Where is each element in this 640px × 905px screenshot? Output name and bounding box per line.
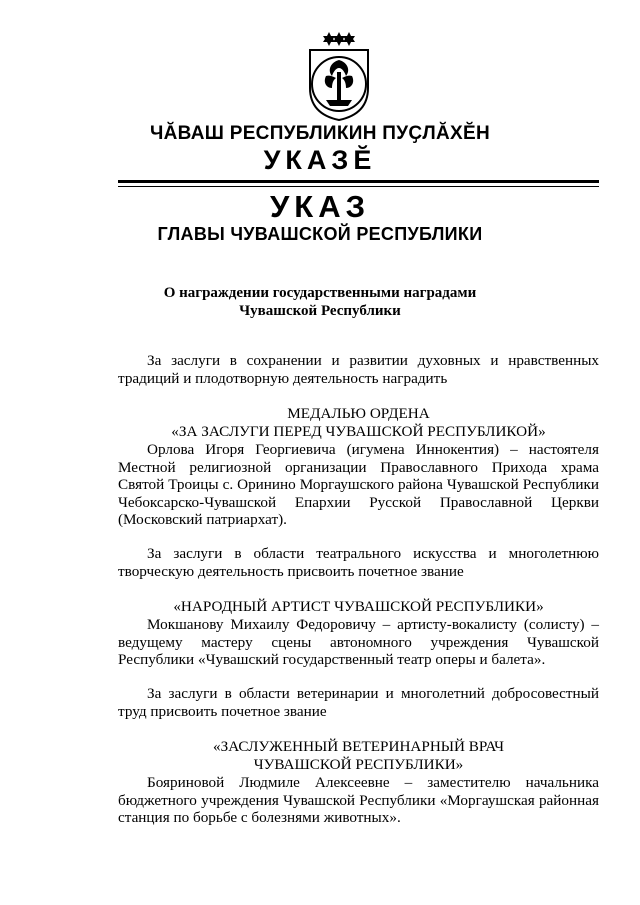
section-intro: За заслуги в области театрального искусства и многолетнюю творческую деятельность присвоить почетное звание xyxy=(118,545,599,580)
section-intro: За заслуги в сохранении и развитии духовных и нравственных традиций и плодотворную деятельность наградить xyxy=(118,352,599,387)
subject-line: Чувашской Республики xyxy=(239,303,401,319)
chuvash-ukaze-title: УКАЗӖ xyxy=(263,145,377,175)
award-title xyxy=(118,598,599,616)
recipient-paragraph: Орлова Игоря Георгиевича (игумена Иннокентия) – настоятеля Местной религиозной организации Православного Прихода храма Святой Троицы с. Оринино Моргаушского района Чувашской Республики Чебоксарско-Чувашской Епархии Русской Православной Церкви (Московский патриархат). xyxy=(118,441,599,529)
award-line: ЧУВАШСКОЙ РЕСПУБЛИКИ» xyxy=(253,755,464,773)
decree-subject xyxy=(0,284,640,320)
award-title xyxy=(118,405,599,440)
section-intro: За заслуги в области ветеринарии и многолетний добросовестный труд присвоить почетное звание xyxy=(118,685,599,720)
award-line: «ЗА ЗАСЛУГИ ПЕРЕД ЧУВАШСКОЙ РЕСПУБЛИКОЙ» xyxy=(171,422,546,440)
award-line: МЕДАЛЬЮ ОРДЕНА xyxy=(287,405,430,422)
russian-head-title: ГЛАВЫ ЧУВАШСКОЙ РЕСПУБЛИКИ xyxy=(157,224,483,244)
award-title xyxy=(118,738,599,773)
chuvash-header-title: ЧӐВАШ РЕСПУБЛИКИН ПУҪЛӐХӖН xyxy=(149,123,491,144)
russian-ukaz-title: УКАЗ xyxy=(269,189,370,224)
header-divider-thick xyxy=(118,180,599,183)
award-line: «ЗАСЛУЖЕННЫЙ ВЕТЕРИНАРНЫЙ ВРАЧ xyxy=(213,738,504,755)
recipient-paragraph: Мокшанову Михаилу Федоровичу – артисту-вокалисту (солисту) – ведущему мастеру сцены автономного учреждения Чувашской Республики «Чувашский государственный театр оперы и балета». xyxy=(118,616,599,669)
header-divider-thin xyxy=(118,186,599,187)
subject-line: О награждении государственными наградами xyxy=(163,285,477,301)
award-line: «НАРОДНЫЙ АРТИСТ ЧУВАШСКОЙ РЕСПУБЛИКИ» xyxy=(173,598,544,615)
recipient-paragraph: Бояриновой Людмиле Алексеевне – заместителю начальника бюджетного учреждения Чувашской Республики «Моргаушская районная станция по борьбе с болезнями животных». xyxy=(118,774,599,827)
coat-of-arms-icon xyxy=(296,30,382,122)
